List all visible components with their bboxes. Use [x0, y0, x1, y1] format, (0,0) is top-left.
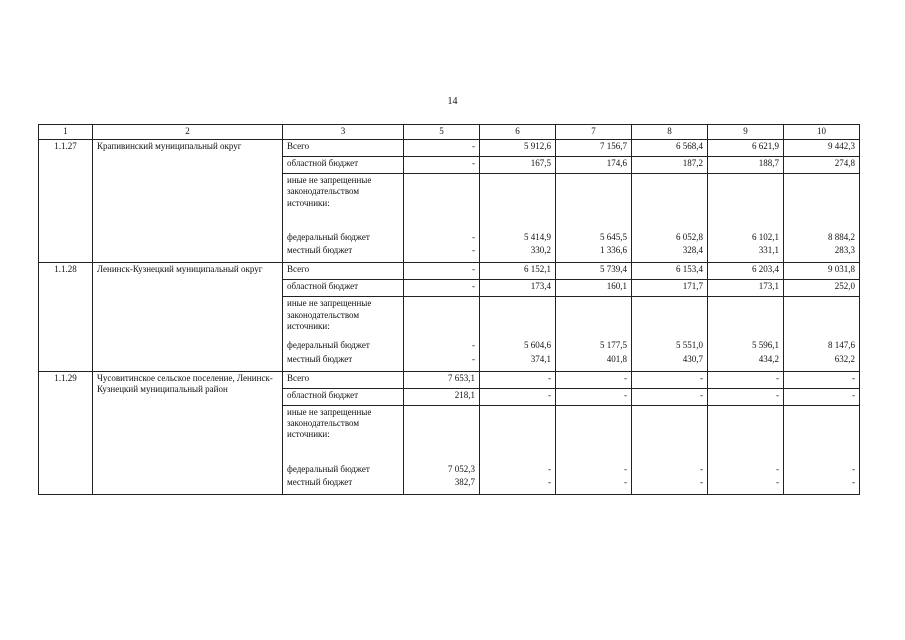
- amount-cell: 173,4: [480, 280, 556, 297]
- amount-cell: 6 568,4: [632, 140, 708, 157]
- amount-cell: [556, 405, 632, 463]
- amount-cell: -: [784, 388, 860, 405]
- amount-cell: 5 177,5: [556, 339, 632, 352]
- amount-cell: 167,5: [480, 157, 556, 174]
- amount-cell: -: [708, 388, 784, 405]
- funding-source-label: областной бюджет: [283, 157, 404, 174]
- amount-cell: -: [708, 463, 784, 476]
- amount-cell: [632, 405, 708, 463]
- amount-cell: 330,2: [480, 244, 556, 263]
- amount-cell: [708, 297, 784, 340]
- amount-cell: 328,4: [632, 244, 708, 263]
- amount-cell: [784, 405, 860, 463]
- amount-cell: 8 884,2: [784, 231, 860, 244]
- table-body: [39, 140, 860, 495]
- header-cell: 10: [784, 125, 860, 140]
- municipality-name: Чусовитинское сельское поселение, Ленинск-Кузнецкий муниципальный район: [93, 371, 283, 494]
- header-cell: 2: [93, 125, 283, 140]
- amount-cell: 401,8: [556, 353, 632, 372]
- amount-cell: -: [404, 263, 480, 280]
- amount-cell: 171,7: [632, 280, 708, 297]
- funding-source-label: иные не запрещенные законодательством источники:: [283, 297, 404, 340]
- amount-cell: -: [404, 353, 480, 372]
- amount-cell: -: [632, 388, 708, 405]
- amount-cell: 283,3: [784, 244, 860, 263]
- funding-source-label: местный бюджет: [283, 353, 404, 372]
- amount-cell: -: [632, 476, 708, 495]
- amount-cell: -: [480, 463, 556, 476]
- amount-cell: 5 414,9: [480, 231, 556, 244]
- total-row: [39, 371, 860, 388]
- amount-cell: 160,1: [556, 280, 632, 297]
- item-code: 1.1.27: [39, 140, 93, 263]
- amount-cell: [556, 297, 632, 340]
- amount-cell: -: [480, 476, 556, 495]
- amount-cell: 374,1: [480, 353, 556, 372]
- header-cell: 8: [632, 125, 708, 140]
- amount-cell: [556, 174, 632, 232]
- amount-cell: 1 336,6: [556, 244, 632, 263]
- amount-cell: 6 052,8: [632, 231, 708, 244]
- funding-source-label: иные не запрещенные законодательством источники:: [283, 405, 404, 463]
- amount-cell: -: [632, 463, 708, 476]
- amount-cell: [480, 297, 556, 340]
- amount-cell: -: [404, 231, 480, 244]
- amount-cell: 252,0: [784, 280, 860, 297]
- amount-cell: 174,6: [556, 157, 632, 174]
- amount-cell: [708, 405, 784, 463]
- amount-cell: 173,1: [708, 280, 784, 297]
- amount-cell: 7 653,1: [404, 371, 480, 388]
- amount-cell: 382,7: [404, 476, 480, 495]
- amount-cell: 331,1: [708, 244, 784, 263]
- item-code: 1.1.29: [39, 371, 93, 494]
- amount-cell: 7 156,7: [556, 140, 632, 157]
- amount-cell: 632,2: [784, 353, 860, 372]
- funding-source-label: Всего: [283, 263, 404, 280]
- funding-source-label: федеральный бюджет: [283, 339, 404, 352]
- amount-cell: 430,7: [632, 353, 708, 372]
- amount-cell: -: [556, 388, 632, 405]
- municipality-name: Ленинск-Кузнецкий муниципальный округ: [93, 263, 283, 371]
- amount-cell: 5 645,5: [556, 231, 632, 244]
- municipality-name: Крапивинский муниципальный округ: [93, 140, 283, 263]
- amount-cell: -: [556, 463, 632, 476]
- funding-source-label: местный бюджет: [283, 244, 404, 263]
- amount-cell: 274,8: [784, 157, 860, 174]
- amount-cell: -: [632, 371, 708, 388]
- amount-cell: 5 739,4: [556, 263, 632, 280]
- budget-table: [38, 124, 860, 495]
- amount-cell: [632, 174, 708, 232]
- amount-cell: 6 152,1: [480, 263, 556, 280]
- amount-cell: -: [404, 244, 480, 263]
- amount-cell: [784, 174, 860, 232]
- amount-cell: [708, 174, 784, 232]
- funding-source-label: областной бюджет: [283, 388, 404, 405]
- amount-cell: [480, 405, 556, 463]
- amount-cell: 8 147,6: [784, 339, 860, 352]
- header-cell: 6: [480, 125, 556, 140]
- amount-cell: -: [404, 339, 480, 352]
- total-row: [39, 140, 860, 157]
- amount-cell: [404, 174, 480, 232]
- item-code: 1.1.28: [39, 263, 93, 371]
- amount-cell: -: [708, 476, 784, 495]
- amount-cell: -: [556, 371, 632, 388]
- amount-cell: 5 912,6: [480, 140, 556, 157]
- amount-cell: 6 621,9: [708, 140, 784, 157]
- funding-source-label: Всего: [283, 371, 404, 388]
- amount-cell: 7 052,3: [404, 463, 480, 476]
- amount-cell: 5 551,0: [632, 339, 708, 352]
- amount-cell: 9 442,3: [784, 140, 860, 157]
- header-cell: 3: [283, 125, 404, 140]
- header-cell: 7: [556, 125, 632, 140]
- amount-cell: -: [404, 280, 480, 297]
- amount-cell: 5 596,1: [708, 339, 784, 352]
- header-cell: 5: [404, 125, 480, 140]
- amount-cell: 6 102,1: [708, 231, 784, 244]
- amount-cell: -: [480, 388, 556, 405]
- funding-source-label: федеральный бюджет: [283, 463, 404, 476]
- amount-cell: 9 031,8: [784, 263, 860, 280]
- amount-cell: 6 203,4: [708, 263, 784, 280]
- amount-cell: -: [404, 157, 480, 174]
- funding-source-label: местный бюджет: [283, 476, 404, 495]
- amount-cell: -: [404, 140, 480, 157]
- page-number: 14: [447, 96, 458, 107]
- header-row: [39, 125, 860, 140]
- amount-cell: 218,1: [404, 388, 480, 405]
- funding-source-label: федеральный бюджет: [283, 231, 404, 244]
- amount-cell: 5 604,6: [480, 339, 556, 352]
- amount-cell: [480, 174, 556, 232]
- amount-cell: 6 153,4: [632, 263, 708, 280]
- amount-cell: -: [784, 476, 860, 495]
- amount-cell: [404, 297, 480, 340]
- amount-cell: 434,2: [708, 353, 784, 372]
- header-cell: 9: [708, 125, 784, 140]
- amount-cell: [404, 405, 480, 463]
- header-cell: 1: [39, 125, 93, 140]
- amount-cell: 187,2: [632, 157, 708, 174]
- amount-cell: -: [784, 463, 860, 476]
- total-row: [39, 263, 860, 280]
- amount-cell: [784, 297, 860, 340]
- amount-cell: -: [708, 371, 784, 388]
- funding-source-label: областной бюджет: [283, 280, 404, 297]
- amount-cell: -: [556, 476, 632, 495]
- amount-cell: -: [784, 371, 860, 388]
- amount-cell: [632, 297, 708, 340]
- funding-source-label: иные не запрещенные законодательством источники:: [283, 174, 404, 232]
- amount-cell: -: [480, 371, 556, 388]
- funding-source-label: Всего: [283, 140, 404, 157]
- amount-cell: 188,7: [708, 157, 784, 174]
